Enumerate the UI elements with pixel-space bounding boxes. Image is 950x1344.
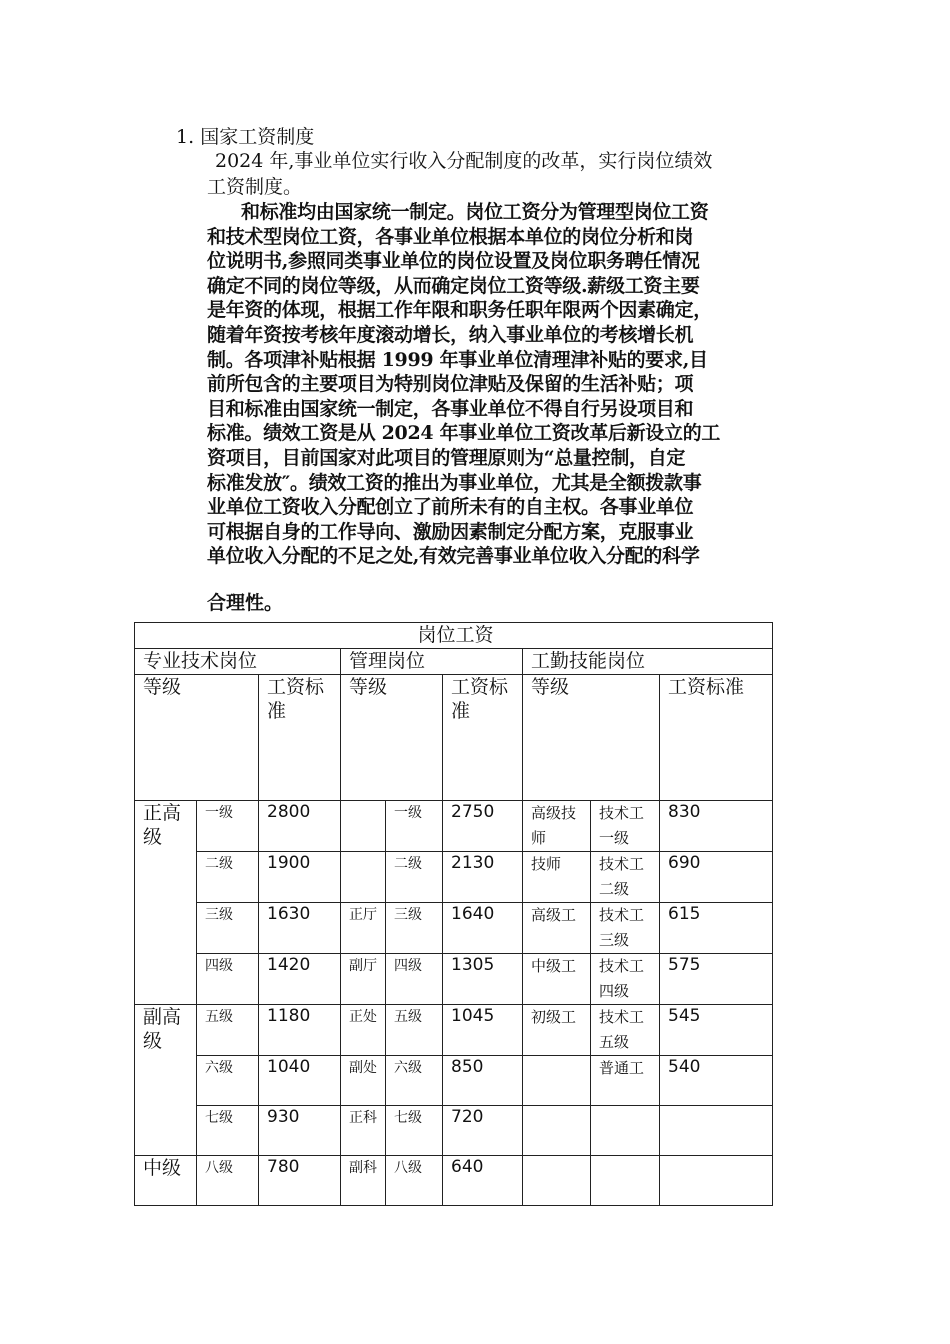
body-line: 位说明书,参照同类事业单位的岗位设置及岗位职务聘任情况 bbox=[207, 250, 700, 273]
section-heading bbox=[176, 124, 314, 150]
tech-salary-cell: 1180 bbox=[259, 1005, 341, 1056]
tech-band-cell: 副高级 bbox=[135, 1005, 197, 1156]
tech-level-cell: 七级 bbox=[197, 1106, 259, 1156]
work-grade-header: 等级 bbox=[523, 675, 660, 801]
mgmt-salary-cell: 640 bbox=[443, 1156, 523, 1206]
tech-salary-cell: 780 bbox=[259, 1156, 341, 1206]
table-title: 岗位工资 bbox=[135, 623, 773, 649]
tech-band-cell: 正高级 bbox=[135, 801, 197, 1005]
work-level-cell: 技术工二级 bbox=[591, 852, 660, 903]
tech-level-cell: 二级 bbox=[197, 852, 259, 903]
work-level-cell: 技术工五级 bbox=[591, 1005, 660, 1056]
body-line: 标准。绩效工资是从 2024 年事业单位工资改革后新设立的工 bbox=[207, 422, 721, 445]
body-line: 标准发放″。绩效工资的推出为事业单位，尤其是全额拨款事 bbox=[207, 471, 702, 494]
body-line: 和标准均由国家统一制定。岗位工资分为管理型岗位工资 bbox=[241, 201, 709, 223]
table-row bbox=[135, 1056, 773, 1106]
mgmt-rank-cell: 正厅 bbox=[341, 903, 386, 954]
mgmt-level-cell: 六级 bbox=[386, 1056, 443, 1106]
body-line: 可根据自身的工作导向、激励因素制定分配方案，克服事业 bbox=[207, 520, 694, 543]
work-salary-cell: 540 bbox=[660, 1056, 773, 1106]
mgmt-level-cell: 三级 bbox=[386, 903, 443, 954]
body-line: 和技术型岗位工资，各事业单位根据本单位的岗位分析和岗 bbox=[207, 225, 694, 248]
body-line: 随着年资按考核年度滚动增长，纳入事业单位的考核增长机 bbox=[207, 323, 694, 346]
table-row bbox=[135, 1156, 773, 1206]
body-line: 是年资的体现，根据工作年限和职务任职年限两个因素确定， bbox=[207, 299, 712, 322]
mgmt-rank-cell: 正科 bbox=[341, 1106, 386, 1156]
work-salary-cell bbox=[660, 1106, 773, 1156]
work-salary-cell bbox=[660, 1156, 773, 1206]
tech-level-cell: 五级 bbox=[197, 1005, 259, 1056]
intro-line: 工资制度。 bbox=[207, 176, 303, 198]
tech-salary-cell: 1040 bbox=[259, 1056, 341, 1106]
table-row bbox=[135, 954, 773, 1005]
mgmt-salary-cell: 1640 bbox=[443, 903, 523, 954]
mgmt-salary-cell: 2130 bbox=[443, 852, 523, 903]
section-title: 国家工资制度 bbox=[200, 126, 315, 148]
mgmt-level-cell: 八级 bbox=[386, 1156, 443, 1206]
tech-grade-header: 等级 bbox=[135, 675, 259, 801]
tech-band-cell: 中级 bbox=[135, 1156, 197, 1206]
mgmt-salary-cell: 720 bbox=[443, 1106, 523, 1156]
body-paragraph bbox=[207, 200, 807, 569]
work-salary-cell: 575 bbox=[660, 954, 773, 1005]
mgmt-level-cell: 四级 bbox=[386, 954, 443, 1005]
tech-salary-cell: 1630 bbox=[259, 903, 341, 954]
mgmt-rank-cell: 副处 bbox=[341, 1056, 386, 1106]
group-tech-header: 专业技术岗位 bbox=[135, 649, 341, 675]
work-title-cell: 中级工 bbox=[523, 954, 591, 1005]
tech-level-cell: 六级 bbox=[197, 1056, 259, 1106]
work-title-cell: 初级工 bbox=[523, 1005, 591, 1056]
mgmt-level-cell: 七级 bbox=[386, 1106, 443, 1156]
body-tail: 合理性。 bbox=[207, 592, 284, 614]
mgmt-rank-cell: 正处 bbox=[341, 1005, 386, 1056]
body-line: 确定不同的岗位等级，从而确定岗位工资等级.薪级工资主要 bbox=[207, 274, 700, 297]
mgmt-level-cell: 五级 bbox=[386, 1005, 443, 1056]
work-title-cell bbox=[523, 1056, 591, 1106]
tech-salary-cell: 1420 bbox=[259, 954, 341, 1005]
table-row bbox=[135, 903, 773, 954]
work-level-cell bbox=[591, 1106, 660, 1156]
group-work-header: 工勤技能岗位 bbox=[523, 649, 773, 675]
tech-salary-cell: 1900 bbox=[259, 852, 341, 903]
work-salary-cell: 545 bbox=[660, 1005, 773, 1056]
work-title-cell bbox=[523, 1156, 591, 1206]
work-level-cell: 技术工三级 bbox=[591, 903, 660, 954]
mgmt-salary-cell: 1045 bbox=[443, 1005, 523, 1056]
work-salary-cell: 615 bbox=[660, 903, 773, 954]
body-line: 资项目，目前国家对此项目的管理原则为“总量控制，自定 bbox=[207, 446, 686, 469]
intro-paragraph bbox=[207, 148, 807, 200]
mgmt-grade-header: 等级 bbox=[341, 675, 443, 801]
tech-level-cell: 一级 bbox=[197, 801, 259, 852]
tech-salary-cell: 930 bbox=[259, 1106, 341, 1156]
mgmt-salary-cell: 1305 bbox=[443, 954, 523, 1005]
tech-salary-header: 工资标准 bbox=[259, 675, 341, 801]
tech-level-cell: 四级 bbox=[197, 954, 259, 1005]
body-line: 单位收入分配的不足之处,有效完善事业单位收入分配的科学 bbox=[207, 545, 700, 568]
mgmt-rank-cell bbox=[341, 852, 386, 903]
mgmt-level-cell: 一级 bbox=[386, 801, 443, 852]
group-mgmt-header: 管理岗位 bbox=[341, 649, 523, 675]
mgmt-salary-header: 工资标准 bbox=[443, 675, 523, 801]
mgmt-level-cell: 二级 bbox=[386, 852, 443, 903]
mgmt-salary-cell: 2750 bbox=[443, 801, 523, 852]
work-title-cell: 高级工 bbox=[523, 903, 591, 954]
work-title-cell bbox=[523, 1106, 591, 1156]
section-number: 1. bbox=[176, 126, 195, 148]
work-level-cell: 技术工一级 bbox=[591, 801, 660, 852]
work-level-cell bbox=[591, 1156, 660, 1206]
body-line: 制。各项津补贴根据 1999 年事业单位清理津补贴的要求,目 bbox=[207, 348, 708, 371]
intro-line: 2024 年,事业单位实行收入分配制度的改革，实行岗位绩效 bbox=[215, 150, 713, 172]
work-level-cell: 普通工 bbox=[591, 1056, 660, 1106]
work-title-cell: 高级技师 bbox=[523, 801, 591, 852]
body-line: 前所包含的主要项目为特别岗位津贴及保留的生活补贴；项 bbox=[207, 373, 694, 396]
tech-salary-cell: 2800 bbox=[259, 801, 341, 852]
work-salary-header: 工资标准 bbox=[660, 675, 773, 801]
tech-level-cell: 八级 bbox=[197, 1156, 259, 1206]
body-line: 目和标准由国家统一制定，各事业单位不得自行另设项目和 bbox=[207, 397, 694, 420]
mgmt-rank-cell: 副科 bbox=[341, 1156, 386, 1206]
work-level-cell: 技术工四级 bbox=[591, 954, 660, 1005]
mgmt-salary-cell: 850 bbox=[443, 1056, 523, 1106]
table-row bbox=[135, 1005, 773, 1056]
tech-level-cell: 三级 bbox=[197, 903, 259, 954]
salary-table bbox=[134, 622, 773, 1206]
table-row bbox=[135, 801, 773, 852]
work-salary-cell: 830 bbox=[660, 801, 773, 852]
mgmt-rank-cell bbox=[341, 801, 386, 852]
mgmt-rank-cell: 副厅 bbox=[341, 954, 386, 1005]
table-row bbox=[135, 1106, 773, 1156]
body-line: 业单位工资收入分配创立了前所未有的自主权。各事业单位 bbox=[207, 496, 694, 519]
work-title-cell: 技师 bbox=[523, 852, 591, 903]
work-salary-cell: 690 bbox=[660, 852, 773, 903]
table-row bbox=[135, 852, 773, 903]
